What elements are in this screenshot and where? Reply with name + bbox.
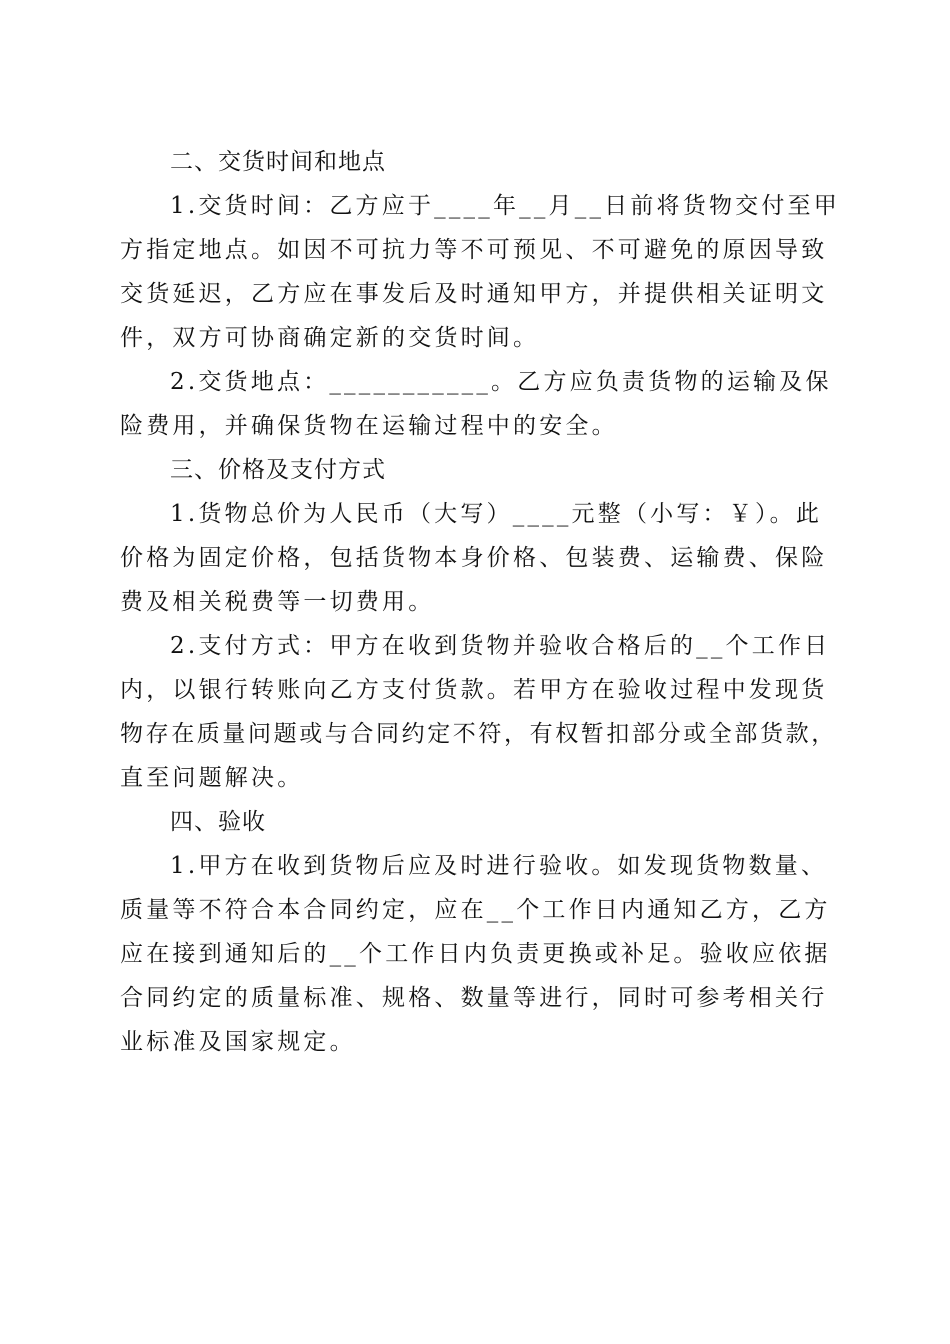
text-line: 合同约定的质量标准、规格、数量等进行，同时可参考相关行 — [120, 985, 828, 1011]
text-line: 直至问题解决。 — [120, 765, 304, 791]
text-line: 1.甲方在收到货物后应及时进行验收。如发现货物数量、 — [170, 853, 828, 879]
section-heading: 四、验收 — [170, 809, 266, 835]
paragraph-payment-method — [120, 624, 837, 800]
document-page — [120, 140, 840, 1064]
section-price-payment — [120, 448, 837, 800]
text-line: 物存在质量问题或与合同约定不符，有权暂扣部分或全部货款， — [120, 721, 837, 747]
text-line: 1.交货时间：乙方应于____年__月__日前将货物交付至甲 — [170, 193, 840, 219]
text-line: 险费用，并确保货物在运输过程中的安全。 — [120, 413, 618, 439]
text-line: 2.交货地点：___________。乙方应负责货物的运输及保 — [170, 369, 832, 395]
text-line: 应在接到通知后的__个工作日内负责更换或补足。验收应依据 — [120, 941, 831, 967]
paragraph-acceptance — [120, 844, 832, 1064]
text-line: 质量等不符合本合同约定，应在__个工作日内通知乙方，乙方 — [120, 897, 831, 923]
text-line: 方指定地点。如因不可抗力等不可预见、不可避免的原因导致 — [120, 237, 828, 263]
paragraph-total-price — [120, 492, 832, 624]
section-heading: 三、价格及支付方式 — [170, 457, 386, 483]
section-acceptance — [120, 800, 832, 1064]
paragraph-delivery-place — [120, 360, 832, 448]
text-line: 交货延迟，乙方应在事发后及时通知甲方，并提供相关证明文 — [120, 281, 828, 307]
paragraph-delivery-time — [120, 184, 840, 360]
text-line: 价格为固定价格，包括货物本身价格、包装费、运输费、保险 — [120, 545, 828, 571]
text-line: 业标准及国家规定。 — [120, 1029, 356, 1055]
text-line: 件，双方可协商确定新的交货时间。 — [120, 325, 540, 351]
text-line: 1.货物总价为人民币（大写）____元整（小写：￥）。此 — [170, 501, 823, 527]
section-heading: 二、交货时间和地点 — [170, 149, 386, 175]
text-line: 费及相关税费等一切费用。 — [120, 589, 435, 615]
text-line: 内，以银行转账向乙方支付货款。若甲方在验收过程中发现货 — [120, 677, 828, 703]
text-line: 2.支付方式：甲方在收到货物并验收合格后的__个工作日 — [170, 633, 831, 659]
section-delivery — [120, 140, 840, 448]
